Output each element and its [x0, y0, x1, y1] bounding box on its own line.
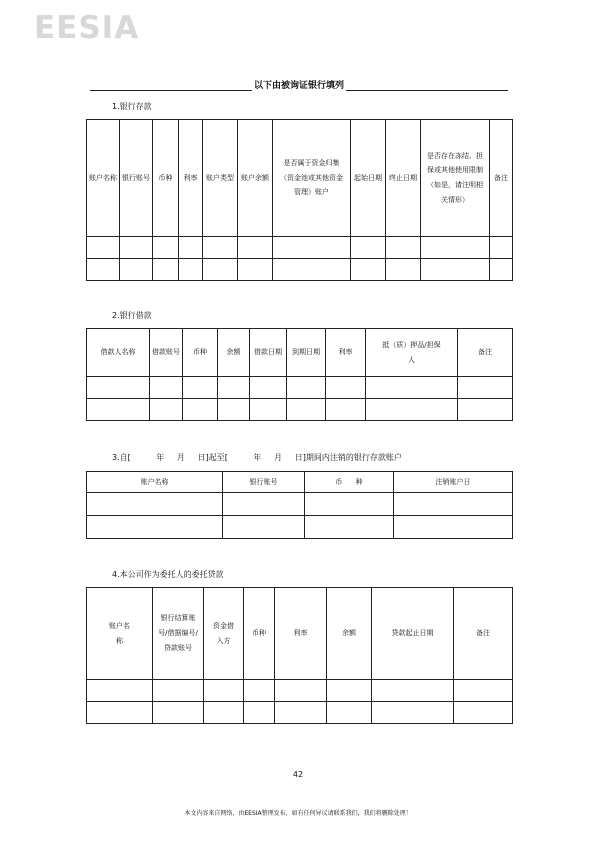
table-cell [238, 237, 273, 259]
table-cell [421, 237, 490, 259]
header-cell: 币种 [244, 588, 275, 680]
table-cell [153, 702, 204, 724]
header-cell: 币种 [183, 329, 218, 377]
header-cell: 账户名称 [87, 472, 223, 493]
table-cell [87, 237, 120, 259]
table-cell [87, 493, 223, 516]
header-cell: 银行账号 [223, 472, 305, 493]
table-cell [244, 680, 275, 702]
table-cell [238, 259, 273, 281]
table-cell [218, 399, 250, 421]
table-row [87, 237, 513, 259]
table-row [87, 493, 513, 516]
entrusted-loans-table [86, 587, 513, 724]
table-cell [327, 702, 372, 724]
table-cell [153, 237, 179, 259]
header-cell: 是否属于资金归集（资金池或其他资金管理）账户 [273, 120, 351, 237]
header-cell: 银行结算账号/借据编号/贷款账号 [153, 588, 204, 680]
table-cell [273, 237, 351, 259]
header-cell: 起始日期 [351, 120, 386, 237]
table-cell [204, 680, 244, 702]
table-cell [150, 377, 183, 399]
table-cell [218, 377, 250, 399]
header-cell: 备注 [490, 120, 513, 237]
confirmation-heading [90, 78, 508, 91]
header-cell: 抵（质）押品/担保人 [366, 329, 458, 377]
table-cell [490, 259, 513, 281]
section-1-title: 1.银行存款 [112, 102, 152, 111]
table-cell [183, 399, 218, 421]
section-4-title: 4.本公司作为委托人的委托贷款 [112, 570, 224, 579]
section-3-title: 3.自[ 年 月 日]起至[ 年 月 日]期间内注销的银行存款账户 [112, 453, 402, 462]
header-cell: 是否存在冻结、担保或其他使用限制（如是，请注明相关情形） [421, 120, 490, 237]
table-cell [305, 493, 394, 516]
table-cell [327, 680, 372, 702]
table-cell [458, 399, 513, 421]
bank-deposits-table [86, 119, 513, 281]
table-cell [386, 259, 421, 281]
table-cell [87, 702, 153, 724]
table-cell [120, 237, 153, 259]
table-cell [351, 237, 386, 259]
table-cell [287, 377, 326, 399]
table-cell [250, 377, 287, 399]
table-cell [275, 680, 327, 702]
table-cell [87, 516, 223, 539]
table-cell [250, 399, 287, 421]
table-cell [223, 493, 305, 516]
table-cell [153, 259, 179, 281]
section-2-title: 2.银行借款 [112, 311, 152, 320]
table-row [87, 516, 513, 539]
table-cell [458, 377, 513, 399]
header-cell: 终止日期 [386, 120, 421, 237]
header-cell: 账户余额 [238, 120, 273, 237]
header-cell: 借款账号 [150, 329, 183, 377]
table-cell [203, 259, 238, 281]
table-row [87, 399, 513, 421]
header-cell: 备注 [454, 588, 513, 680]
bank-loans-table [86, 328, 513, 421]
table-cell [223, 516, 305, 539]
header-cell: 资金借入方 [204, 588, 244, 680]
table-cell [120, 259, 153, 281]
table-cell [87, 377, 150, 399]
page-number: 42 [292, 770, 304, 779]
header-cell: 利率 [179, 120, 203, 237]
closed-accounts-table [86, 471, 513, 539]
table-cell [454, 680, 513, 702]
footer-disclaimer: 本文内容来自网络，由EESIA整理发布，如有任何异议请联系我们，我们将删除处理！ [184, 810, 412, 817]
table-cell [305, 516, 394, 539]
table-cell [179, 237, 203, 259]
table-cell [394, 493, 513, 516]
table-cell [203, 237, 238, 259]
table-cell [326, 377, 366, 399]
table-row [87, 702, 513, 724]
table-cell [386, 237, 421, 259]
header-cell: 币种 [153, 120, 179, 237]
table-cell [275, 702, 327, 724]
table-cell [366, 377, 458, 399]
table-cell [490, 237, 513, 259]
table-cell [326, 399, 366, 421]
table-cell [87, 680, 153, 702]
table-cell [179, 259, 203, 281]
table-cell [87, 259, 120, 281]
header-cell: 账户类型 [203, 120, 238, 237]
table-cell [153, 680, 204, 702]
header-cell: 贷款起止日期 [372, 588, 454, 680]
header-cell: 注销账户日 [394, 472, 513, 493]
header-cell: 到期日期 [287, 329, 326, 377]
table-row [87, 377, 513, 399]
heading-line-right [346, 82, 508, 91]
table-cell [351, 259, 386, 281]
header-cell: 利率 [326, 329, 366, 377]
table-cell [244, 702, 275, 724]
table-cell [421, 259, 490, 281]
table-cell [394, 516, 513, 539]
header-cell: 余额 [327, 588, 372, 680]
table-cell [273, 259, 351, 281]
table-cell [150, 399, 183, 421]
header-cell: 利率 [275, 588, 327, 680]
header-cell: 银行账号 [120, 120, 153, 237]
header-cell: 币 种 [305, 472, 394, 493]
header-cell: 余额 [218, 329, 250, 377]
table-row [87, 680, 513, 702]
table-cell [287, 399, 326, 421]
header-cell: 借款日期 [250, 329, 287, 377]
heading-text: 以下由被询证银行填列 [254, 81, 345, 91]
header-cell: 借款人名称 [87, 329, 150, 377]
table-cell [366, 399, 458, 421]
table-cell [183, 377, 218, 399]
heading-line-left [90, 82, 252, 91]
table-cell [372, 680, 454, 702]
table-cell [204, 702, 244, 724]
table-cell [454, 702, 513, 724]
header-cell: 账户名称 [87, 588, 153, 680]
table-cell [372, 702, 454, 724]
header-cell: 账户名称 [87, 120, 120, 237]
header-cell: 备注 [458, 329, 513, 377]
table-row [87, 259, 513, 281]
table-cell [87, 399, 150, 421]
eesia-logo: EESIA [34, 10, 140, 46]
